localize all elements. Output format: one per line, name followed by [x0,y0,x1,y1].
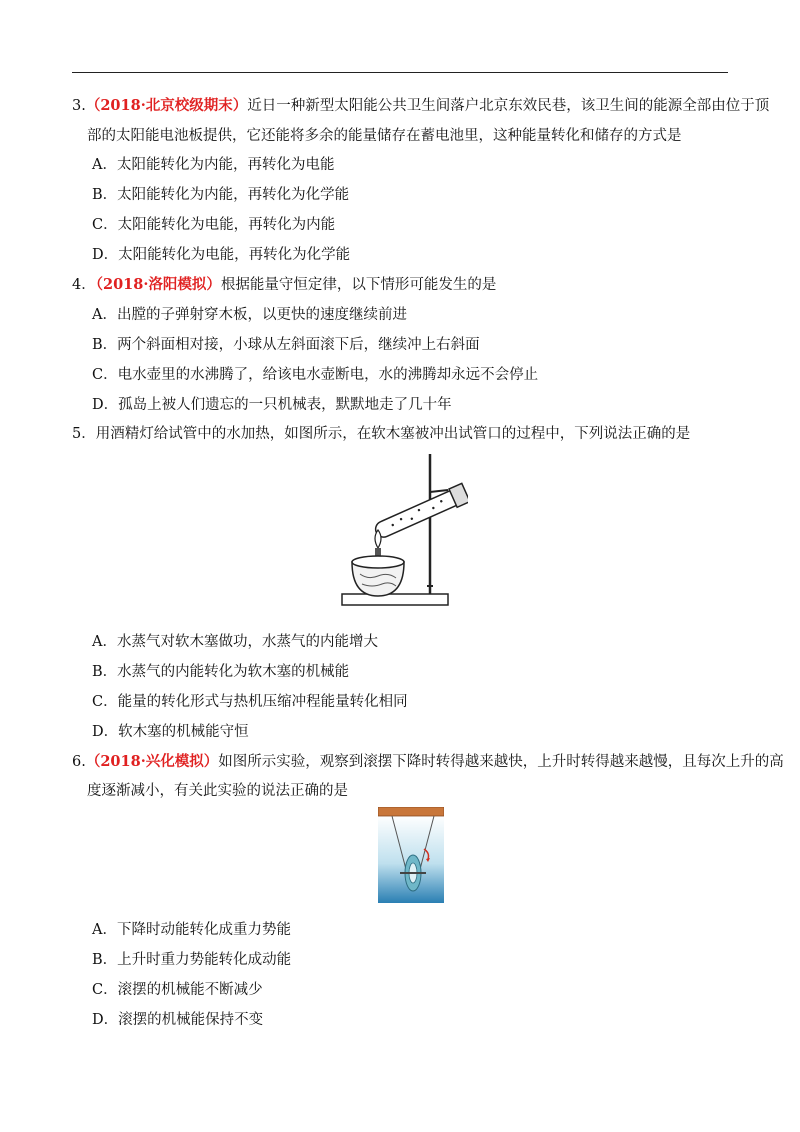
option-a: A．水蒸气对软木塞做功，水蒸气的内能增大 [92,634,378,650]
option-b: B．两个斜面相对接，小球从左斜面滚下后，继续冲上右斜面 [92,337,480,353]
option-b: B．太阳能转化为内能，再转化为化学能 [92,187,350,203]
option-b: B．水蒸气的内能转化为软木塞的机械能 [92,664,350,680]
option-c: C．滚摆的机械能不断减少 [92,982,263,998]
question-stem: 如图所示实验，观察到滚摆下降时转得越来越快，上升时转得越来越慢，且每次上升的高 [218,754,784,770]
question-stem: 根据能量守恒定律，以下情形可能发生的是 [220,277,497,293]
question-number: 4． [72,277,96,293]
question-3-line-1 [72,96,769,116]
maxwell-wheel-figure [378,807,444,903]
question-5-line-1 [72,424,690,444]
option-d: D．孤岛上被人们遗忘的一只机械表，默默地走了几十年 [92,397,452,413]
option-b: B．上升时重力势能转化成动能 [92,952,292,968]
test-tube-heating-figure [338,450,468,610]
question-source: （2018·洛阳模拟） [95,276,221,293]
question-stem: 用酒精灯给试管中的水加热，如图所示，在软木塞被冲出试管口的过程中，下列说法正确的是 [95,426,691,442]
option-a: A．太阳能转化为内能，再转化为电能 [92,157,335,173]
option-d: D．软木塞的机械能守恒 [92,724,249,740]
option-a: A．下降时动能转化成重力势能 [92,922,291,938]
question-number: 3. [72,98,86,114]
question-6-line-2: 度逐渐减小，有关此实验的说法正确的是 [87,783,348,799]
option-d: D．滚摆的机械能保持不变 [92,1012,264,1028]
question-4-line-1 [72,275,496,295]
option-c: C．电水壶里的水沸腾了，给该电水壶断电，水的沸腾却永远不会停止 [92,367,539,383]
option-c: C．能量的转化形式与热机压缩冲程能量转化相同 [92,694,408,710]
option-c: C．太阳能转化为电能，再转化为内能 [92,217,336,233]
question-6-line-1 [72,752,784,772]
question-number: 5． [72,426,96,442]
question-number: 6. [72,754,86,770]
option-d: D．太阳能转化为电能，再转化为化学能 [92,247,351,263]
question-source: （2018·北京校级期末） [85,97,248,114]
question-source: （2018·兴化模拟） [85,753,219,770]
option-a: A．出膛的子弹射穿木板，以更快的速度继续前进 [92,307,407,323]
header-rule [72,72,728,73]
question-3-line-2: 部的太阳能电池板提供，它还能将多余的能量储存在蓄电池里，这种能量转化和储存的方式是 [87,128,682,144]
question-stem: 近日一种新型太阳能公共卫生间落户北京东效民巷，该卫生间的能源全部由位于顶 [247,98,770,114]
